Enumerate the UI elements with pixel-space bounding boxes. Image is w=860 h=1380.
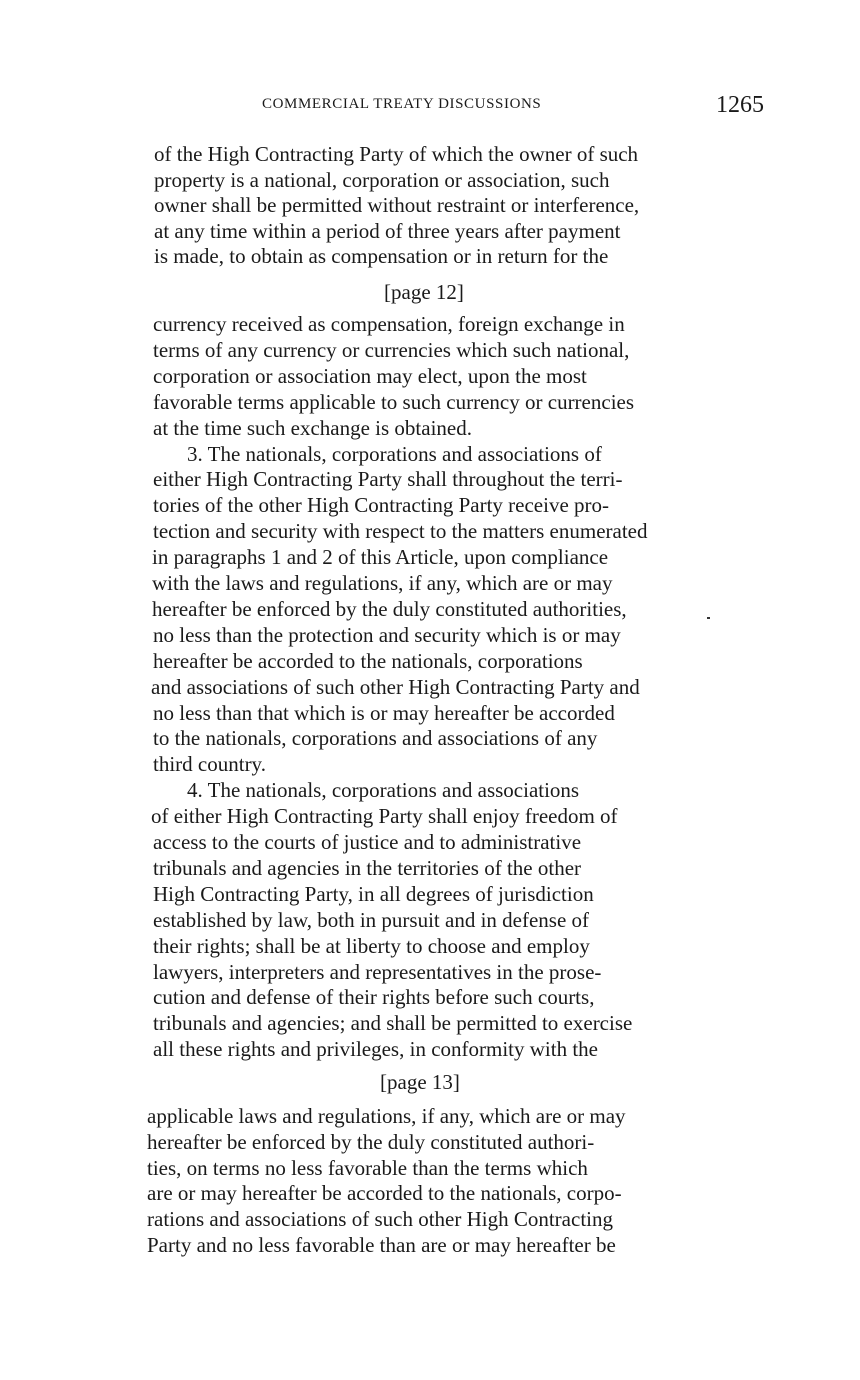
text-line: tribunals and agencies in the territories of the other — [153, 856, 582, 880]
text-line: at the time such exchange is obtained. — [153, 416, 472, 440]
text-line: hereafter be enforced by the duly constituted authori- — [147, 1130, 595, 1154]
text-line: are or may hereafter be accorded to the nationals, corpo- — [147, 1181, 622, 1205]
text-line: with the laws and regulations, if any, which are or may — [152, 571, 613, 595]
text-line: access to the courts of justice and to administrative — [153, 830, 582, 854]
text-line: terms of any currency or currencies which such national, — [153, 338, 630, 362]
text-line: favorable terms applicable to such currency or currencies — [153, 390, 635, 414]
text-line: lawyers, interpreters and representatives in the prose- — [153, 960, 602, 984]
print-speck — [707, 617, 710, 619]
text-line: their rights; shall be at liberty to choose and employ — [153, 934, 590, 958]
text-line: 4. The nationals, corporations and associations — [187, 778, 580, 802]
text-line: 3. The nationals, corporations and associations of — [187, 442, 602, 466]
text-line: tories of the other High Contracting Party receive pro- — [153, 493, 610, 517]
text-line: property is a national, corporation or association, such — [154, 168, 610, 192]
text-line: currency received as compensation, foreign exchange in — [153, 312, 625, 336]
text-line: hereafter be enforced by the duly constituted authorities, — [152, 597, 627, 621]
text-line: corporation or association may elect, upon the most — [153, 364, 587, 388]
running-header: COMMERCIAL TREATY DISCUSSIONS — [262, 96, 542, 112]
text-line: Party and no less favorable than are or may hereafter be — [147, 1233, 616, 1257]
page-number: 1265 — [716, 92, 764, 118]
text-line: hereafter be accorded to the nationals, corporations — [153, 649, 583, 673]
text-line: no less than the protection and security which is or may — [153, 623, 621, 647]
text-line: tection and security with respect to the matters enumerated — [153, 519, 648, 543]
text-line: and associations of such other High Contracting Party and — [151, 675, 640, 699]
text-line: owner shall be permitted without restraint or interference, — [154, 193, 640, 217]
text-line: ties, on terms no less favorable than the terms which — [147, 1156, 588, 1180]
text-line: at any time within a period of three years after payment — [154, 219, 621, 243]
page-marker-12: [page 12] — [384, 280, 464, 304]
text-line: all these rights and privileges, in conformity with the — [153, 1037, 598, 1061]
text-line: established by law, both in pursuit and in defense of — [153, 908, 590, 932]
text-line: applicable laws and regulations, if any, which are or may — [147, 1104, 626, 1128]
text-line: third country. — [153, 752, 266, 776]
text-line: High Contracting Party, in all degrees of jurisdiction — [153, 882, 594, 906]
text-line: of the High Contracting Party of which the owner of such — [154, 142, 639, 166]
text-line: cution and defense of their rights before such courts, — [153, 985, 595, 1009]
page-marker-13: [page 13] — [380, 1070, 460, 1094]
text-line: tribunals and agencies; and shall be permitted to exercise — [153, 1011, 633, 1035]
text-line: either High Contracting Party shall throughout the terri- — [153, 467, 623, 491]
text-line: to the nationals, corporations and associations of any — [153, 726, 598, 750]
text-line: rations and associations of such other High Contracting — [147, 1207, 613, 1231]
text-line: in paragraphs 1 and 2 of this Article, upon compliance — [152, 545, 609, 569]
text-line: is made, to obtain as compensation or in return for the — [154, 244, 609, 268]
text-line: of either High Contracting Party shall enjoy freedom of — [151, 804, 618, 828]
text-line: no less than that which is or may hereafter be accorded — [153, 701, 615, 725]
